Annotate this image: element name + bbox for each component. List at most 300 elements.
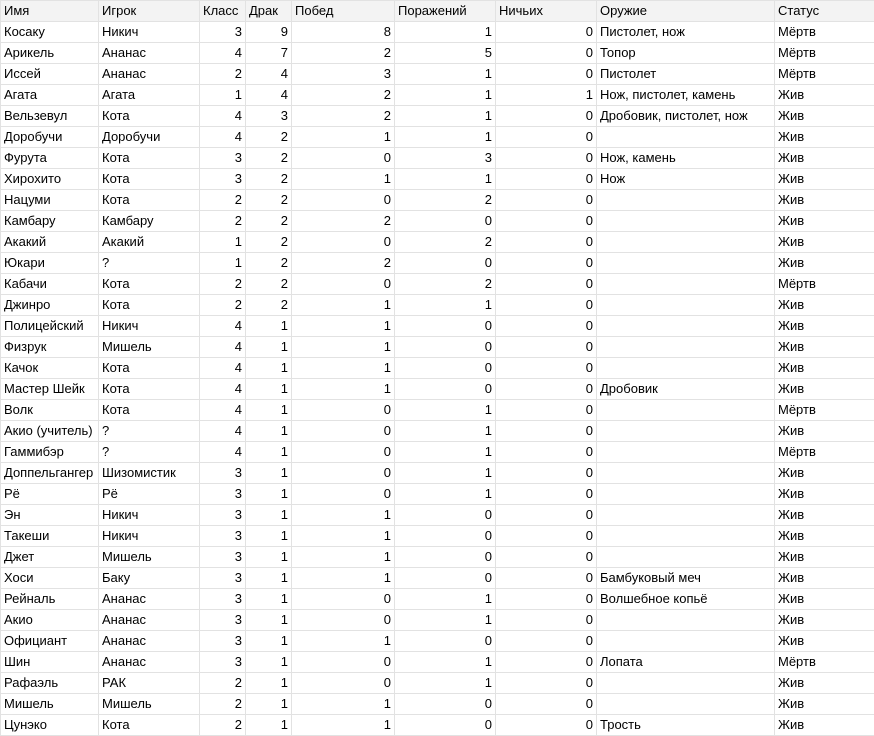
- cell-class[interactable]: 2: [200, 190, 246, 211]
- cell-draws[interactable]: 0: [496, 631, 597, 652]
- cell-losses[interactable]: 0: [395, 547, 496, 568]
- cell-weapon[interactable]: [597, 358, 775, 379]
- cell-weapon[interactable]: Дробовик: [597, 379, 775, 400]
- cell-player[interactable]: Кота: [99, 379, 200, 400]
- cell-fights[interactable]: 4: [246, 64, 292, 85]
- cell-player[interactable]: Агата: [99, 85, 200, 106]
- cell-fights[interactable]: 2: [246, 148, 292, 169]
- cell-name[interactable]: Рейналь: [1, 589, 99, 610]
- cell-player[interactable]: Никич: [99, 22, 200, 43]
- cell-player[interactable]: Ананас: [99, 43, 200, 64]
- cell-player[interactable]: ?: [99, 421, 200, 442]
- cell-class[interactable]: 3: [200, 568, 246, 589]
- cell-weapon[interactable]: [597, 421, 775, 442]
- cell-losses[interactable]: 0: [395, 568, 496, 589]
- cell-draws[interactable]: 0: [496, 22, 597, 43]
- cell-weapon[interactable]: [597, 232, 775, 253]
- cell-draws[interactable]: 0: [496, 211, 597, 232]
- cell-player[interactable]: Никич: [99, 505, 200, 526]
- cell-player[interactable]: Мишель: [99, 547, 200, 568]
- cell-player[interactable]: Мишель: [99, 694, 200, 715]
- cell-losses[interactable]: 1: [395, 673, 496, 694]
- cell-status[interactable]: Жив: [775, 148, 874, 169]
- cell-name[interactable]: Иссей: [1, 64, 99, 85]
- cell-weapon[interactable]: Нож, камень: [597, 148, 775, 169]
- cell-wins[interactable]: 1: [292, 547, 395, 568]
- cell-fights[interactable]: 2: [246, 232, 292, 253]
- cell-name[interactable]: Джет: [1, 547, 99, 568]
- cell-wins[interactable]: 1: [292, 358, 395, 379]
- cell-fights[interactable]: 1: [246, 337, 292, 358]
- cell-player[interactable]: Никич: [99, 316, 200, 337]
- cell-weapon[interactable]: [597, 484, 775, 505]
- cell-wins[interactable]: 0: [292, 190, 395, 211]
- cell-status[interactable]: Жив: [775, 484, 874, 505]
- cell-weapon[interactable]: [597, 127, 775, 148]
- cell-weapon[interactable]: Волшебное копьё: [597, 589, 775, 610]
- cell-weapon[interactable]: Бамбуковый меч: [597, 568, 775, 589]
- cell-weapon[interactable]: [597, 274, 775, 295]
- cell-losses[interactable]: 1: [395, 652, 496, 673]
- cell-losses[interactable]: 1: [395, 22, 496, 43]
- cell-fights[interactable]: 1: [246, 715, 292, 736]
- cell-player[interactable]: Кота: [99, 400, 200, 421]
- cell-class[interactable]: 4: [200, 106, 246, 127]
- cell-player[interactable]: Ананас: [99, 610, 200, 631]
- cell-losses[interactable]: 1: [395, 421, 496, 442]
- cell-name[interactable]: Эн: [1, 505, 99, 526]
- cell-status[interactable]: Жив: [775, 127, 874, 148]
- cell-fights[interactable]: 1: [246, 316, 292, 337]
- cell-draws[interactable]: 0: [496, 295, 597, 316]
- cell-class[interactable]: 4: [200, 127, 246, 148]
- column-header-class[interactable]: Класс: [200, 1, 246, 22]
- cell-losses[interactable]: 2: [395, 274, 496, 295]
- cell-name[interactable]: Кабачи: [1, 274, 99, 295]
- cell-class[interactable]: 3: [200, 547, 246, 568]
- cell-wins[interactable]: 2: [292, 43, 395, 64]
- cell-fights[interactable]: 2: [246, 253, 292, 274]
- cell-wins[interactable]: 0: [292, 652, 395, 673]
- cell-fights[interactable]: 1: [246, 400, 292, 421]
- cell-class[interactable]: 4: [200, 421, 246, 442]
- cell-fights[interactable]: 1: [246, 526, 292, 547]
- cell-draws[interactable]: 0: [496, 358, 597, 379]
- cell-weapon[interactable]: [597, 694, 775, 715]
- cell-status[interactable]: Мёртв: [775, 274, 874, 295]
- cell-status[interactable]: Жив: [775, 589, 874, 610]
- column-header-fights[interactable]: Драк: [246, 1, 292, 22]
- cell-weapon[interactable]: [597, 211, 775, 232]
- column-header-weapon[interactable]: Оружие: [597, 1, 775, 22]
- cell-class[interactable]: 1: [200, 85, 246, 106]
- cell-wins[interactable]: 0: [292, 442, 395, 463]
- column-header-losses[interactable]: Поражений: [395, 1, 496, 22]
- cell-draws[interactable]: 0: [496, 43, 597, 64]
- cell-class[interactable]: 3: [200, 652, 246, 673]
- column-header-draws[interactable]: Ничьих: [496, 1, 597, 22]
- cell-fights[interactable]: 2: [246, 127, 292, 148]
- cell-draws[interactable]: 0: [496, 232, 597, 253]
- cell-draws[interactable]: 0: [496, 316, 597, 337]
- cell-class[interactable]: 4: [200, 400, 246, 421]
- cell-class[interactable]: 2: [200, 64, 246, 85]
- cell-player[interactable]: Кота: [99, 295, 200, 316]
- cell-fights[interactable]: 1: [246, 421, 292, 442]
- cell-player[interactable]: ?: [99, 442, 200, 463]
- cell-name[interactable]: Арикель: [1, 43, 99, 64]
- cell-status[interactable]: Мёртв: [775, 400, 874, 421]
- cell-fights[interactable]: 1: [246, 673, 292, 694]
- cell-weapon[interactable]: Дробовик, пистолет, нож: [597, 106, 775, 127]
- cell-weapon[interactable]: [597, 610, 775, 631]
- cell-fights[interactable]: 1: [246, 568, 292, 589]
- cell-player[interactable]: Доробучи: [99, 127, 200, 148]
- cell-status[interactable]: Жив: [775, 547, 874, 568]
- cell-weapon[interactable]: Пистолет, нож: [597, 22, 775, 43]
- cell-draws[interactable]: 0: [496, 106, 597, 127]
- cell-fights[interactable]: 2: [246, 190, 292, 211]
- cell-status[interactable]: Мёртв: [775, 64, 874, 85]
- cell-status[interactable]: Жив: [775, 169, 874, 190]
- cell-player[interactable]: Ананас: [99, 631, 200, 652]
- cell-losses[interactable]: 0: [395, 715, 496, 736]
- cell-player[interactable]: Мишель: [99, 337, 200, 358]
- cell-draws[interactable]: 0: [496, 442, 597, 463]
- cell-weapon[interactable]: [597, 547, 775, 568]
- cell-draws[interactable]: 0: [496, 127, 597, 148]
- cell-fights[interactable]: 1: [246, 484, 292, 505]
- cell-status[interactable]: Жив: [775, 673, 874, 694]
- cell-fights[interactable]: 1: [246, 463, 292, 484]
- cell-losses[interactable]: 1: [395, 442, 496, 463]
- cell-losses[interactable]: 1: [395, 169, 496, 190]
- cell-player[interactable]: Кота: [99, 715, 200, 736]
- cell-weapon[interactable]: [597, 505, 775, 526]
- cell-wins[interactable]: 1: [292, 295, 395, 316]
- cell-draws[interactable]: 0: [496, 379, 597, 400]
- cell-class[interactable]: 1: [200, 253, 246, 274]
- cell-draws[interactable]: 0: [496, 652, 597, 673]
- cell-status[interactable]: Жив: [775, 190, 874, 211]
- cell-wins[interactable]: 0: [292, 421, 395, 442]
- cell-draws[interactable]: 0: [496, 673, 597, 694]
- cell-name[interactable]: Доппельгангер: [1, 463, 99, 484]
- cell-fights[interactable]: 1: [246, 694, 292, 715]
- cell-weapon[interactable]: Пистолет: [597, 64, 775, 85]
- cell-name[interactable]: Фурута: [1, 148, 99, 169]
- cell-wins[interactable]: 0: [292, 673, 395, 694]
- cell-player[interactable]: Никич: [99, 526, 200, 547]
- cell-wins[interactable]: 1: [292, 694, 395, 715]
- cell-wins[interactable]: 1: [292, 127, 395, 148]
- cell-name[interactable]: Доробучи: [1, 127, 99, 148]
- cell-wins[interactable]: 0: [292, 463, 395, 484]
- cell-status[interactable]: Жив: [775, 463, 874, 484]
- cell-name[interactable]: Нацуми: [1, 190, 99, 211]
- cell-losses[interactable]: 0: [395, 316, 496, 337]
- cell-class[interactable]: 3: [200, 505, 246, 526]
- cell-losses[interactable]: 0: [395, 358, 496, 379]
- cell-wins[interactable]: 1: [292, 316, 395, 337]
- cell-status[interactable]: Жив: [775, 211, 874, 232]
- cell-name[interactable]: Цунэко: [1, 715, 99, 736]
- cell-class[interactable]: 4: [200, 379, 246, 400]
- cell-player[interactable]: Ананас: [99, 64, 200, 85]
- cell-losses[interactable]: 0: [395, 337, 496, 358]
- cell-class[interactable]: 3: [200, 526, 246, 547]
- cell-weapon[interactable]: Топор: [597, 43, 775, 64]
- cell-fights[interactable]: 2: [246, 169, 292, 190]
- column-header-player[interactable]: Игрок: [99, 1, 200, 22]
- cell-class[interactable]: 4: [200, 316, 246, 337]
- cell-wins[interactable]: 0: [292, 232, 395, 253]
- cell-status[interactable]: Жив: [775, 253, 874, 274]
- cell-name[interactable]: Акио (учитель): [1, 421, 99, 442]
- cell-status[interactable]: Жив: [775, 85, 874, 106]
- cell-status[interactable]: Жив: [775, 232, 874, 253]
- cell-weapon[interactable]: [597, 673, 775, 694]
- cell-wins[interactable]: 2: [292, 85, 395, 106]
- cell-weapon[interactable]: [597, 295, 775, 316]
- cell-name[interactable]: Косаку: [1, 22, 99, 43]
- cell-name[interactable]: Хоси: [1, 568, 99, 589]
- cell-player[interactable]: Кота: [99, 148, 200, 169]
- cell-name[interactable]: Рё: [1, 484, 99, 505]
- cell-status[interactable]: Жив: [775, 694, 874, 715]
- cell-class[interactable]: 3: [200, 463, 246, 484]
- cell-status[interactable]: Жив: [775, 337, 874, 358]
- cell-status[interactable]: Мёртв: [775, 22, 874, 43]
- cell-fights[interactable]: 1: [246, 631, 292, 652]
- cell-name[interactable]: Хирохито: [1, 169, 99, 190]
- cell-losses[interactable]: 0: [395, 631, 496, 652]
- cell-draws[interactable]: 0: [496, 64, 597, 85]
- cell-name[interactable]: Мишель: [1, 694, 99, 715]
- cell-weapon[interactable]: Нож: [597, 169, 775, 190]
- cell-draws[interactable]: 0: [496, 568, 597, 589]
- cell-status[interactable]: Жив: [775, 295, 874, 316]
- cell-weapon[interactable]: [597, 400, 775, 421]
- cell-fights[interactable]: 7: [246, 43, 292, 64]
- cell-weapon[interactable]: [597, 316, 775, 337]
- cell-losses[interactable]: 1: [395, 400, 496, 421]
- cell-status[interactable]: Жив: [775, 526, 874, 547]
- cell-name[interactable]: Джинро: [1, 295, 99, 316]
- cell-player[interactable]: Кота: [99, 169, 200, 190]
- cell-player[interactable]: РАК: [99, 673, 200, 694]
- cell-fights[interactable]: 1: [246, 652, 292, 673]
- cell-name[interactable]: Полицейский: [1, 316, 99, 337]
- cell-player[interactable]: Ананас: [99, 589, 200, 610]
- cell-status[interactable]: Жив: [775, 106, 874, 127]
- cell-name[interactable]: Вельзевул: [1, 106, 99, 127]
- cell-name[interactable]: Волк: [1, 400, 99, 421]
- cell-wins[interactable]: 0: [292, 484, 395, 505]
- cell-wins[interactable]: 1: [292, 526, 395, 547]
- cell-draws[interactable]: 0: [496, 190, 597, 211]
- cell-class[interactable]: 2: [200, 295, 246, 316]
- cell-class[interactable]: 3: [200, 484, 246, 505]
- cell-player[interactable]: Кота: [99, 274, 200, 295]
- cell-wins[interactable]: 1: [292, 631, 395, 652]
- cell-weapon[interactable]: [597, 337, 775, 358]
- cell-draws[interactable]: 0: [496, 337, 597, 358]
- cell-fights[interactable]: 1: [246, 610, 292, 631]
- cell-fights[interactable]: 9: [246, 22, 292, 43]
- cell-class[interactable]: 2: [200, 274, 246, 295]
- cell-class[interactable]: 4: [200, 442, 246, 463]
- cell-player[interactable]: Кота: [99, 106, 200, 127]
- cell-status[interactable]: Жив: [775, 505, 874, 526]
- cell-losses[interactable]: 1: [395, 610, 496, 631]
- cell-losses[interactable]: 1: [395, 295, 496, 316]
- cell-losses[interactable]: 1: [395, 106, 496, 127]
- cell-player[interactable]: Рё: [99, 484, 200, 505]
- cell-fights[interactable]: 1: [246, 547, 292, 568]
- cell-weapon[interactable]: Нож, пистолет, камень: [597, 85, 775, 106]
- cell-draws[interactable]: 0: [496, 421, 597, 442]
- cell-class[interactable]: 2: [200, 715, 246, 736]
- cell-wins[interactable]: 1: [292, 337, 395, 358]
- cell-fights[interactable]: 1: [246, 442, 292, 463]
- cell-draws[interactable]: 0: [496, 610, 597, 631]
- cell-class[interactable]: 3: [200, 589, 246, 610]
- cell-status[interactable]: Жив: [775, 421, 874, 442]
- cell-name[interactable]: Мастер Шейк: [1, 379, 99, 400]
- cell-losses[interactable]: 1: [395, 127, 496, 148]
- cell-player[interactable]: Шизомистик: [99, 463, 200, 484]
- cell-fights[interactable]: 2: [246, 274, 292, 295]
- cell-draws[interactable]: 0: [496, 505, 597, 526]
- cell-wins[interactable]: 2: [292, 253, 395, 274]
- cell-losses[interactable]: 2: [395, 190, 496, 211]
- cell-weapon[interactable]: Лопата: [597, 652, 775, 673]
- cell-losses[interactable]: 1: [395, 463, 496, 484]
- cell-player[interactable]: Ананас: [99, 652, 200, 673]
- cell-fights[interactable]: 4: [246, 85, 292, 106]
- cell-draws[interactable]: 1: [496, 85, 597, 106]
- cell-wins[interactable]: 8: [292, 22, 395, 43]
- cell-draws[interactable]: 0: [496, 253, 597, 274]
- cell-wins[interactable]: 1: [292, 505, 395, 526]
- cell-wins[interactable]: 3: [292, 64, 395, 85]
- cell-class[interactable]: 4: [200, 43, 246, 64]
- cell-wins[interactable]: 1: [292, 169, 395, 190]
- cell-name[interactable]: Такеши: [1, 526, 99, 547]
- cell-class[interactable]: 3: [200, 610, 246, 631]
- cell-fights[interactable]: 1: [246, 505, 292, 526]
- cell-status[interactable]: Жив: [775, 610, 874, 631]
- cell-fights[interactable]: 3: [246, 106, 292, 127]
- cell-player[interactable]: Баку: [99, 568, 200, 589]
- cell-wins[interactable]: 0: [292, 589, 395, 610]
- cell-wins[interactable]: 1: [292, 379, 395, 400]
- cell-player[interactable]: Кота: [99, 190, 200, 211]
- cell-draws[interactable]: 0: [496, 694, 597, 715]
- cell-wins[interactable]: 1: [292, 715, 395, 736]
- cell-losses[interactable]: 1: [395, 64, 496, 85]
- cell-name[interactable]: Агата: [1, 85, 99, 106]
- cell-name[interactable]: Акакий: [1, 232, 99, 253]
- cell-losses[interactable]: 5: [395, 43, 496, 64]
- cell-losses[interactable]: 0: [395, 211, 496, 232]
- cell-draws[interactable]: 0: [496, 715, 597, 736]
- cell-name[interactable]: Шин: [1, 652, 99, 673]
- cell-status[interactable]: Жив: [775, 715, 874, 736]
- cell-draws[interactable]: 0: [496, 274, 597, 295]
- cell-weapon[interactable]: [597, 253, 775, 274]
- cell-class[interactable]: 2: [200, 694, 246, 715]
- cell-losses[interactable]: 0: [395, 694, 496, 715]
- cell-losses[interactable]: 0: [395, 505, 496, 526]
- cell-name[interactable]: Юкари: [1, 253, 99, 274]
- cell-weapon[interactable]: [597, 463, 775, 484]
- cell-losses[interactable]: 0: [395, 379, 496, 400]
- cell-class[interactable]: 3: [200, 148, 246, 169]
- cell-name[interactable]: Официант: [1, 631, 99, 652]
- cell-draws[interactable]: 0: [496, 400, 597, 421]
- cell-name[interactable]: Гаммибэр: [1, 442, 99, 463]
- cell-fights[interactable]: 1: [246, 358, 292, 379]
- cell-losses[interactable]: 1: [395, 589, 496, 610]
- cell-draws[interactable]: 0: [496, 589, 597, 610]
- column-header-name[interactable]: Имя: [1, 1, 99, 22]
- cell-player[interactable]: Акакий: [99, 232, 200, 253]
- cell-draws[interactable]: 0: [496, 547, 597, 568]
- cell-draws[interactable]: 0: [496, 169, 597, 190]
- cell-status[interactable]: Жив: [775, 358, 874, 379]
- cell-weapon[interactable]: Трость: [597, 715, 775, 736]
- cell-fights[interactable]: 1: [246, 589, 292, 610]
- column-header-wins[interactable]: Побед: [292, 1, 395, 22]
- cell-weapon[interactable]: [597, 442, 775, 463]
- cell-fights[interactable]: 1: [246, 379, 292, 400]
- cell-name[interactable]: Рафаэль: [1, 673, 99, 694]
- cell-class[interactable]: 2: [200, 673, 246, 694]
- cell-draws[interactable]: 0: [496, 484, 597, 505]
- cell-player[interactable]: Кота: [99, 358, 200, 379]
- cell-name[interactable]: Камбару: [1, 211, 99, 232]
- cell-status[interactable]: Жив: [775, 379, 874, 400]
- cell-weapon[interactable]: [597, 526, 775, 547]
- cell-draws[interactable]: 0: [496, 148, 597, 169]
- cell-status[interactable]: Жив: [775, 631, 874, 652]
- cell-losses[interactable]: 3: [395, 148, 496, 169]
- cell-class[interactable]: 3: [200, 169, 246, 190]
- cell-draws[interactable]: 0: [496, 526, 597, 547]
- cell-name[interactable]: Физрук: [1, 337, 99, 358]
- cell-class[interactable]: 2: [200, 211, 246, 232]
- cell-name[interactable]: Качок: [1, 358, 99, 379]
- cell-fights[interactable]: 2: [246, 211, 292, 232]
- cell-losses[interactable]: 0: [395, 526, 496, 547]
- cell-draws[interactable]: 0: [496, 463, 597, 484]
- cell-weapon[interactable]: [597, 190, 775, 211]
- cell-status[interactable]: Мёртв: [775, 442, 874, 463]
- cell-name[interactable]: Акио: [1, 610, 99, 631]
- cell-wins[interactable]: 2: [292, 211, 395, 232]
- cell-class[interactable]: 1: [200, 232, 246, 253]
- cell-wins[interactable]: 2: [292, 106, 395, 127]
- cell-player[interactable]: Камбару: [99, 211, 200, 232]
- cell-status[interactable]: Жив: [775, 316, 874, 337]
- cell-wins[interactable]: 1: [292, 568, 395, 589]
- cell-losses[interactable]: 1: [395, 484, 496, 505]
- cell-losses[interactable]: 2: [395, 232, 496, 253]
- cell-wins[interactable]: 0: [292, 610, 395, 631]
- cell-class[interactable]: 4: [200, 337, 246, 358]
